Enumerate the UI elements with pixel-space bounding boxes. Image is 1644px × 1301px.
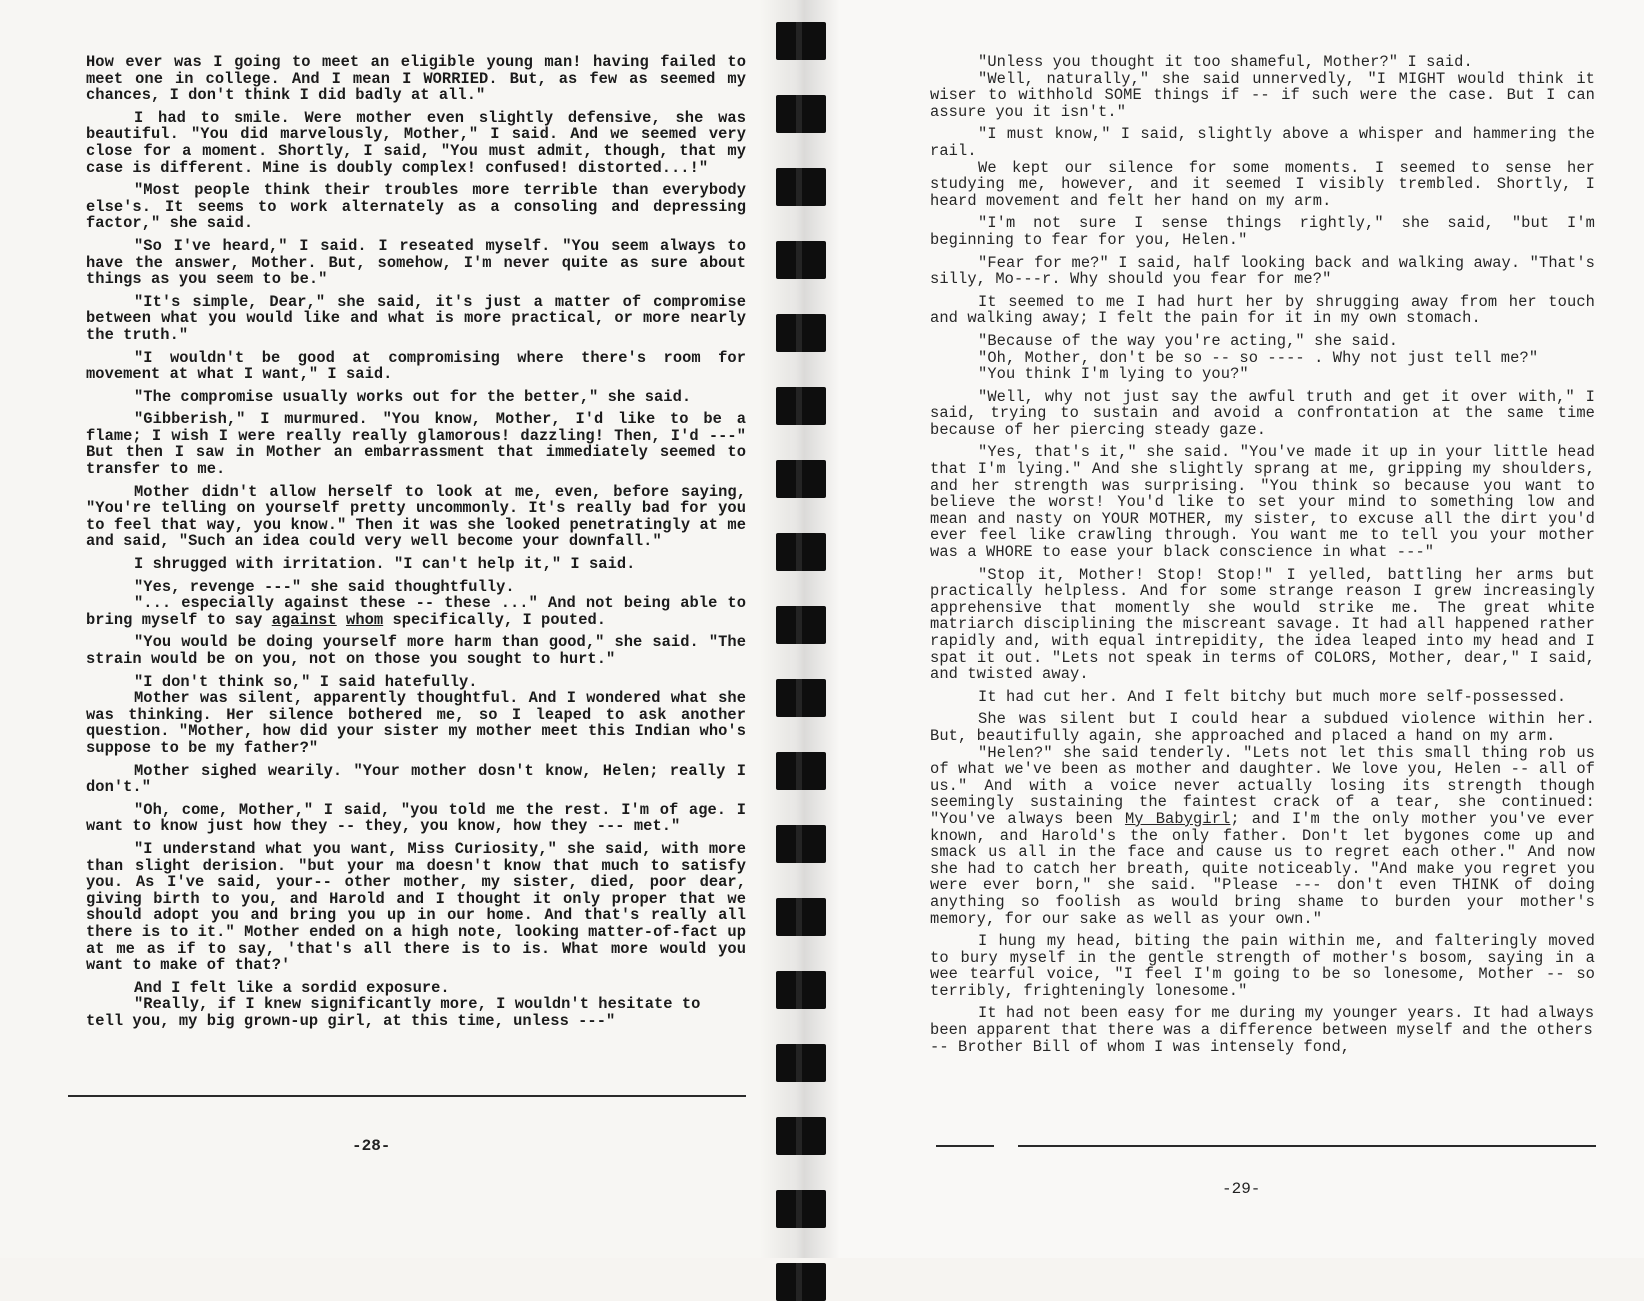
right-page-text (930, 54, 1595, 1061)
binding-coil (776, 1044, 826, 1082)
right-paragraph-17: It had not been easy for me during my younger years. It had always been apparent that there was a difference between myself and the others -- Brother Bill of whom I was intensely fond, (930, 1004, 1595, 1056)
right-footer-rule-short (936, 1145, 994, 1147)
right-paragraph-11: "Yes, that's it," she said. "You've made it up in your little head that I'm lying." And she slightly sprang at me, gripping my shoulders, and her strength was surprising. "You think so because you want to believe the worst! You'd like to set your mind to something low and mean and nasty on YOUR MOTHER, my sister, to excuse all the dirt you'd ever feel like crawling through. You want me to tell you your mother was a WHORE to ease your black conscience in what ---" (930, 443, 1595, 562)
left-paragraph-11 (86, 595, 746, 628)
right-paragraph-8: "Oh, Mother, don't be so -- so ---- . Why not just tell me?" (978, 348, 1539, 367)
binding-coil (776, 606, 826, 644)
left-paragraph-9: I shrugged with irritation. "I can't help it," I said. (134, 555, 636, 574)
left-paragraph-0: How ever was I going to meet an eligible young man! having failed to meet one in college. And I mean I WORRIED. But, as few as seemed my chances, I don't think I did badly at all." (86, 53, 746, 105)
binding-coil (776, 95, 826, 133)
spiral-binding (776, 0, 826, 1258)
left-paragraph-4: "It's simple, Dear," she said, it's just a matter of compromise between what you would like and what is more practical, or more nearly the truth." (86, 292, 746, 344)
right-paragraph-6: It seemed to me I had hurt her by shrugging away from her touch and walking away; I felt the pain for it in my own stomach. (930, 292, 1595, 328)
underlined-text: My Babygirl (1124, 809, 1231, 828)
binding-coil (776, 898, 826, 936)
text-run: ; and I'm the only mother you've ever known, and Harold's the only father. Don't let bygones come up and smack us all in the face and cause us to regret each other." And now she had to catch her breath, quite noticeably. "And make you regret you were ever born," she said. "Please --- don't even THINK of doing anything so foolish as would bring shame to burden your mother's memory, for our sake as well as your own." (930, 809, 1595, 928)
right-paragraph-1: "Well, naturally," she said unnervedly, "I MIGHT would think it wiser to withhold SOME things if -- if such were the case. But I can assure you it isn't." (930, 69, 1595, 121)
binding-coil (776, 387, 826, 425)
binding-coil (776, 679, 826, 717)
left-paragraph-6: "The compromise usually works out for the better," she said. (134, 387, 692, 406)
left-paragraph-19: "Really, if I knew significantly more, I wouldn't hesitate to tell you, my big grown-up girl, at this time, unless ---" (86, 995, 701, 1030)
binding-coil (776, 22, 826, 60)
left-paragraph-13: "I don't think so," I said hatefully. (134, 672, 478, 691)
underlined-text: whom (346, 610, 384, 629)
right-paragraph-13: It had cut her. And I felt bitchy but much more self-possessed. (978, 687, 1567, 706)
right-paragraph-2: "I must know," I said, slightly above a whisper and hammering the rail. (930, 125, 1595, 160)
binding-coil (776, 825, 826, 863)
left-paragraph-1: I had to smile. Were mother even slightly defensive, she was beautiful. "You did marvelously, Mother," I said. And we seemed very close for a moment. Shortly, I said, "You must admit, though, that my case is different. Mine is doubly complex! confused! distorted...!" (86, 108, 746, 177)
left-paragraph-12: "You would be doing yourself more harm than good," she said. "The strain would be on you, not on those you sought to hurt." (86, 633, 746, 668)
left-page-number: -28- (352, 1137, 391, 1155)
left-paragraph-3: "So I've heard," I said. I reseated myself. "You seem always to have the answer, Mother. But, somehow, I'm never quite as sure about things as you seem to be." (86, 236, 746, 289)
binding-coil (776, 460, 826, 498)
left-paragraph-5: "I wouldn't be good at compromising where there's room for movement at what I want," I said. (86, 348, 746, 384)
right-footer-rule-long (1018, 1145, 1596, 1147)
right-paragraph-12: "Stop it, Mother! Stop! Stop!" I yelled, battling her arms but practically helpless. And for some strange reason I grew increasingly apprehensive that momently she would strike me. The great white matriarch disciplining the miscreant savage. It had all happened rather rapidly and, with equal intrepidity, the idea leaped into my head and I spat it out. "Lets not speak in terms of COLORS, Mother, dear," I said, and twisted away. (930, 565, 1595, 684)
left-page (0, 0, 790, 1258)
underlined-text: against (271, 610, 337, 629)
left-paragraph-7: "Gibberish," I murmured. "You know, Mother, I'd like to be a flame; I wish I were really really glamorous! dazzling! Then, I'd ---" But then I saw in Mother an embarrassment that immediately seemed to transfer to me. (86, 410, 746, 479)
left-paragraph-16: "Oh, come, Mother," I said, "you told me the rest. I'm of age. I want to know just how they -- they, you know, how they --- met." (86, 800, 746, 836)
left-paragraph-2: "Most people think their troubles more terrible than everybody else's. It seems to work alternately as a consoling and depressing factor," she said. (86, 181, 746, 233)
left-page-text (86, 54, 746, 1035)
right-paragraph-16: I hung my head, biting the pain within me, and falteringly moved to bury myself in the gentle strength of mother's bosom, saying in a wee tearful voice, "I feel I'm going to be so lonesome, Mother -- so terribly, frighteningly lonesome." (930, 932, 1595, 1000)
right-page (790, 0, 1644, 1258)
binding-coil (776, 1263, 826, 1301)
right-paragraph-5: "Fear for me?" I said, half looking back and walking away. "That's silly, Mo---r. Why should you fear for me?" (930, 253, 1595, 289)
left-paragraph-18: And I felt like a sordid exposure. (134, 978, 450, 997)
right-paragraph-7: "Because of the way you're acting," she said. (978, 331, 1399, 350)
binding-coil (776, 314, 826, 352)
binding-coil (776, 241, 826, 279)
binding-coil (776, 1190, 826, 1228)
left-paragraph-17: "I understand what you want, Miss Curiosity," she said, with more than slight derision. "but your ma doesn't know that much to satisfy you. As I've said, your-- other mother, my sister, died, poor dear, giving birth to you, and Harold and I thought it only proper that we should adopt you and bring you up in our home. And that's really all there is to it." Mother ended on a high note, looking matter-of-fact up at me as if to say, 'that's all there is to is. What more would you want to make of that?' (86, 839, 746, 975)
left-footer-rule (68, 1095, 746, 1097)
right-paragraph-0: "Unless you thought it too shameful, Mother?" I said. (978, 53, 1473, 71)
left-paragraph-10: "Yes, revenge ---" she said thoughtfully. (134, 577, 515, 596)
binding-coil (776, 752, 826, 790)
binding-coil (776, 168, 826, 206)
text-run: "Helen?" she said tenderly. "Lets not let this small thing rob us of what we've been as mother and daughter. We love you, Helen -- all of us." And with a voice never actually losing its strength though seemingly sustaining the faintest crack of a tear, she continued: "You've always been (930, 743, 1595, 828)
binding-coil (776, 533, 826, 571)
text-run: specifically, I pouted. (383, 610, 607, 629)
right-paragraph-9: "You think I'm lying to you?" (978, 365, 1249, 384)
right-paragraph-14: She was silent but I could hear a subdued violence within her. But, beautifully again, she approached and placed a hand on my arm. (930, 710, 1595, 745)
binding-coil (776, 1117, 826, 1155)
right-paragraph-4: "I'm not sure I sense things rightly," she said, "but I'm beginning to fear for you, Helen." (930, 214, 1595, 249)
left-paragraph-15: Mother sighed wearily. "Your mother dosn't know, Helen; really I don't." (86, 761, 746, 797)
text-run (337, 611, 346, 629)
right-paragraph-10: "Well, why not just say the awful truth and get it over with," I said, trying to sustain and avoid a confrontation at the same time because of her piercing steady gaze. (930, 387, 1595, 439)
binding-coil (776, 971, 826, 1009)
left-paragraph-14: Mother was silent, apparently thoughtful. And I wondered what she was thinking. Her silence bothered me, so I leaped to ask another question. "Mother, how did your sister my mother meet this Indian who's suppose to be my father?" (86, 689, 746, 757)
right-page-number: -29- (1222, 1180, 1261, 1198)
right-paragraph-3: We kept our silence for some moments. I seemed to sense her studying me, however, and it seemed I visibly trembled. Shortly, I heard movement and felt her hand on my arm. (930, 158, 1595, 210)
text-run: "... especially against these -- these ..." And not being able to bring myself to say (86, 594, 746, 629)
left-paragraph-8: Mother didn't allow herself to look at me, even, before saying, "You're telling on yourself pretty uncommonly. It's really bad for you to feel that way, you know." Then it was she looked penetratingly at me and said, "Such an idea could very well become your downfall." (86, 482, 746, 551)
right-paragraph-15 (930, 745, 1595, 928)
